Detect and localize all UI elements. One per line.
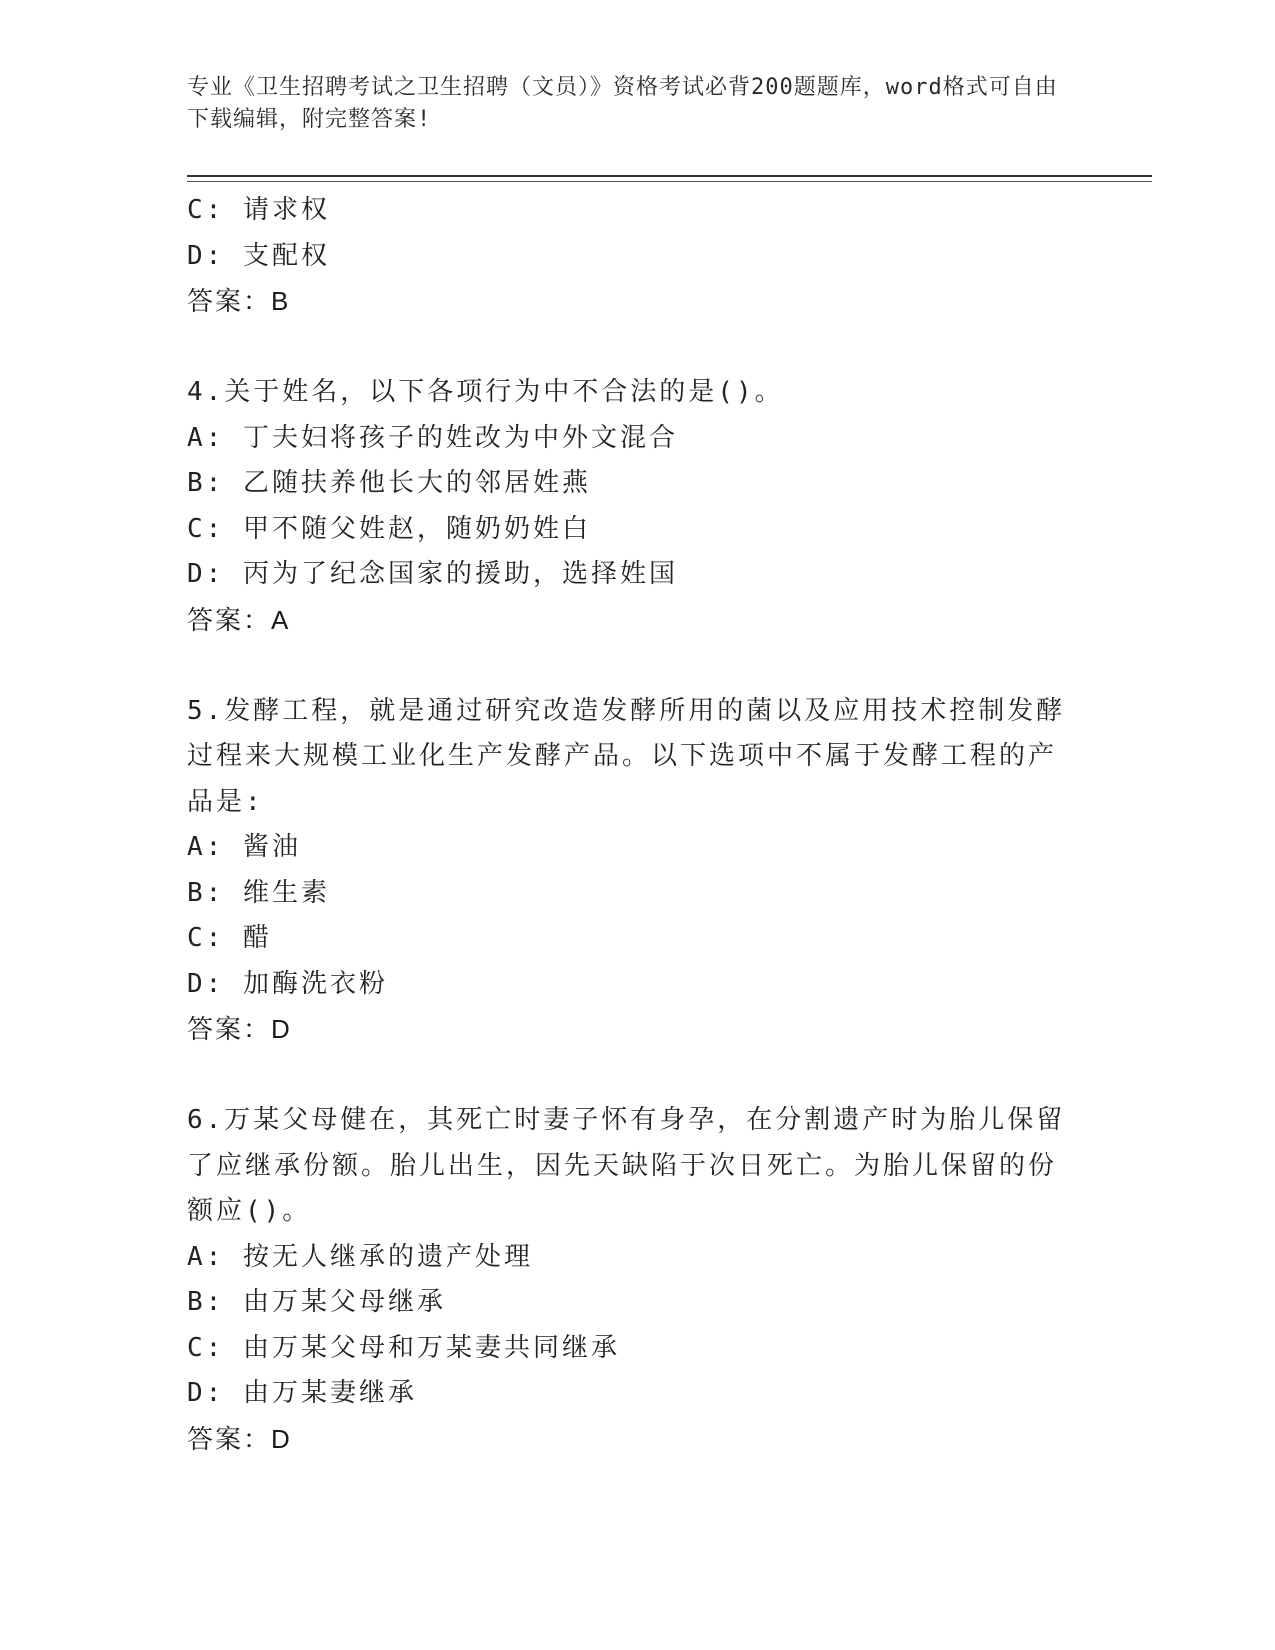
option-b: B: 由万某父母继承 [187,1287,446,1317]
spacer [187,643,1067,689]
option-a: A: 酱油 [187,832,301,862]
option-d: D: 由万某妻继承 [187,1378,417,1408]
spacer [187,1053,1067,1099]
option-a: A: 按无人继承的遗产处理 [187,1241,533,1272]
answer-line: 答案：B [187,286,291,316]
question-4 [187,370,1067,643]
document-header [187,72,1067,136]
option-c: C: 醋 [187,923,272,953]
option-d: D: 加酶洗衣粉 [187,968,388,999]
question-6 [187,1098,1067,1462]
question-stem: 6.万某父母健在，其死亡时妻子怀有身孕，在分割遗产时为胎儿保留了应继承份额。胎儿出生，因先天缺陷于次日死亡。为胎儿保留的份额应()。 [187,1105,1066,1226]
question-5 [187,689,1067,1053]
option-d: D: 支配权 [187,240,330,271]
question-stem: 5.发酵工程，就是通过研究改造发酵所用的菌以及应用技术控制发酵过程来大规模工业化生产发酵产品。以下选项中不属于发酵工程的产品是: [187,695,1066,817]
option-d: D: 丙为了纪念国家的援助，选择姓国 [187,559,678,589]
header-divider-thick [187,175,1152,177]
spacer [187,325,1067,371]
option-c: C: 请求权 [187,195,330,225]
option-c: C: 甲不随父姓赵，随奶奶姓白 [187,513,591,544]
carryover-question [187,188,1067,325]
option-b: B: 乙随扶养他长大的邻居姓燕 [187,468,591,498]
question-content [187,188,1067,1462]
option-c: C: 由万某父母和万某妻共同继承 [187,1332,620,1363]
option-a: A: 丁夫妇将孩子的姓改为中外文混合 [187,422,678,453]
header-title: 专业《卫生招聘考试之卫生招聘（文员）》资格考试必背200题题库，word格式可自由下载编辑，附完整答案! [187,75,1058,132]
answer-line: 答案：D [187,1423,292,1454]
question-stem: 4.关于姓名，以下各项行为中不合法的是()。 [187,377,784,407]
answer-line: 答案：A [187,604,291,635]
answer-line: 答案：D [187,1014,292,1044]
option-b: B: 维生素 [187,877,330,908]
header-divider-thin [187,181,1152,182]
